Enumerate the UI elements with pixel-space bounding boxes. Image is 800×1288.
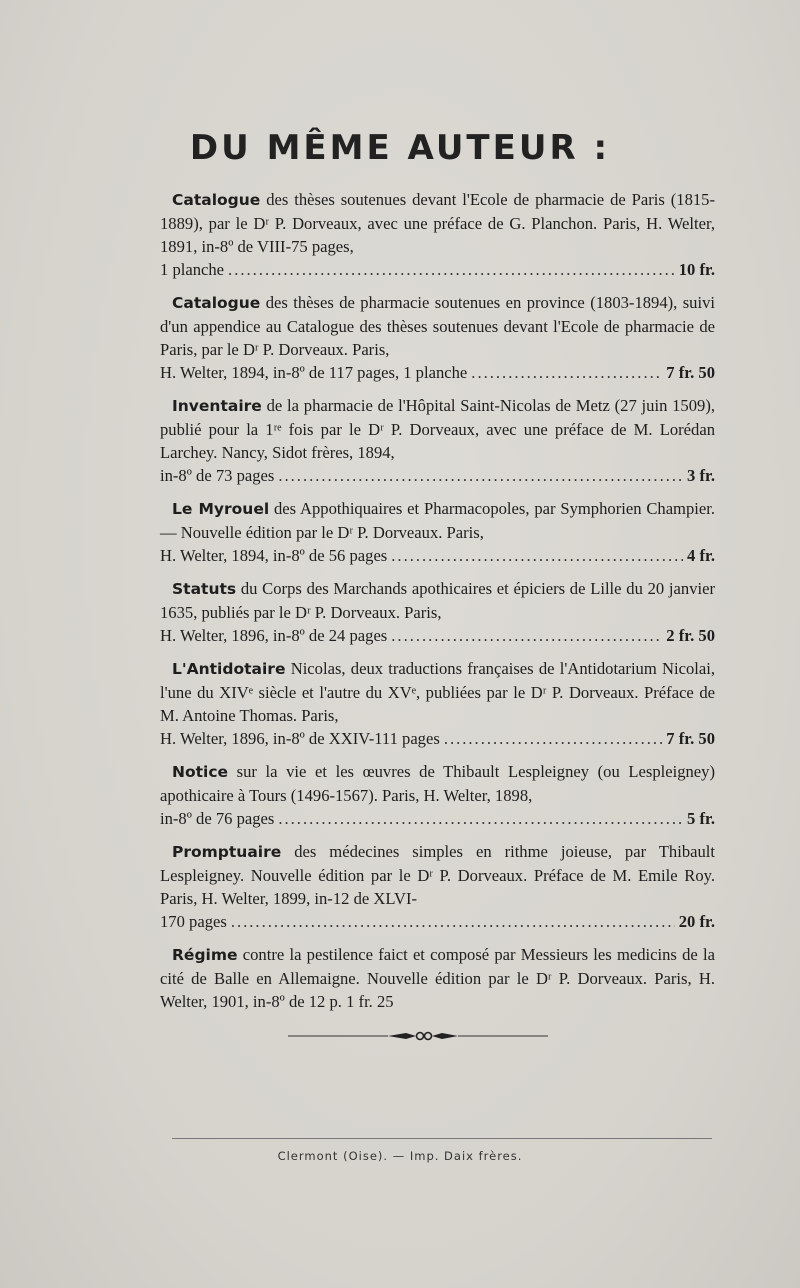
entry-keyword: Catalogue bbox=[172, 191, 261, 209]
entry-text: du Corps des Marchands apothicaires et épiciers de Lille du 20 janvier 1635, publiés par le Dʳ P. Dorveaux. Paris, bbox=[160, 579, 715, 622]
entry-text: des médecines simples en rithme joieuse, par Thibault Lespleigney. Nouvelle édition par le Dʳ P. Dorveaux. Préface de M. Emile Roy. Paris, H. Welter, 1899, in-12 de XLVI- bbox=[160, 842, 715, 908]
entry-tail: H. Welter, 1896, in-8º de 24 pages bbox=[160, 626, 388, 645]
entry-price: 20 fr. bbox=[678, 912, 715, 931]
ornament-divider bbox=[288, 1030, 548, 1042]
entry-tail: in-8º de 73 pages bbox=[160, 466, 275, 485]
bibliography-entry bbox=[160, 188, 715, 281]
bibliography-entry bbox=[160, 291, 715, 384]
entry-text: Nicolas, deux traductions françaises de l'Antidotarium Nicolai, l'une du XIVᵉ siècle et l'autre du XVᵉ, publiées par le Dʳ P. Dorveaux. Préface de M. Antoine Thomas. Paris, bbox=[160, 659, 715, 725]
entry-keyword: Inventaire bbox=[172, 397, 262, 415]
bibliography-entry bbox=[160, 394, 715, 487]
entry-text: des thèses soutenues devant l'Ecole de pharmacie de Paris (1815-1889), par le Dʳ P. Dorveaux, avec une préface de G. Planchon. Paris, H. Welter, 1891, in-8º de VIII-75 pages, bbox=[160, 190, 715, 256]
page-heading: DU MÊME AUTEUR : bbox=[189, 128, 611, 168]
entry-tail: 170 pages bbox=[160, 912, 227, 931]
entry-price: 10 fr. bbox=[678, 260, 715, 279]
entry-text: des thèses de pharmacie soutenues en province (1803-1894), suivi d'un appendice au Catalogue des thèses soutenues devant l'Ecole de pharmacie de Paris, par le Dʳ P. Dorveaux. Paris, bbox=[160, 293, 715, 359]
entry-price-line bbox=[160, 910, 715, 933]
printer-imprint: Clermont (Oise). — Imp. Daix frères. bbox=[277, 1149, 523, 1163]
entry-tail: H. Welter, 1894, in-8º de 56 pages bbox=[160, 546, 388, 565]
dot-leader bbox=[444, 727, 662, 750]
entry-price: 5 fr. bbox=[687, 809, 715, 828]
entry-price-line bbox=[160, 807, 715, 830]
dot-leader bbox=[391, 624, 662, 647]
dot-leader bbox=[231, 910, 675, 933]
bibliography-entry bbox=[160, 760, 715, 830]
entry-keyword: Catalogue bbox=[172, 294, 261, 312]
entry-keyword: Notice bbox=[172, 763, 229, 781]
entry-keyword: Le Myrouel bbox=[172, 500, 270, 518]
bibliography-entry bbox=[160, 497, 715, 567]
bibliography-list bbox=[160, 188, 715, 1023]
dot-leader bbox=[278, 464, 683, 487]
dot-leader bbox=[228, 258, 675, 281]
dot-leader bbox=[471, 361, 662, 384]
entry-price-line bbox=[160, 544, 715, 567]
footer-rule bbox=[172, 1138, 712, 1139]
entry-text: de la pharmacie de l'Hôpital Saint-Nicolas de Metz (27 juin 1509), publié pour la 1ʳᵉ fois par le Dʳ P. Dorveaux, avec une préface de M. Lorédan Larchey. Nancy, Sidot frères, 1894, bbox=[160, 396, 715, 462]
entry-keyword: L'Antidotaire bbox=[172, 660, 286, 678]
entry-price-line bbox=[160, 464, 715, 487]
entry-price: 7 fr. 50 bbox=[666, 363, 715, 382]
entry-price: 7 fr. 50 bbox=[666, 729, 715, 748]
entry-keyword: Statuts bbox=[172, 580, 237, 598]
entry-price: 4 fr. bbox=[687, 546, 715, 565]
entry-keyword: Régime bbox=[172, 946, 238, 964]
entry-price-line bbox=[160, 624, 715, 647]
entry-price-line bbox=[160, 727, 715, 750]
bibliography-entry bbox=[160, 657, 715, 750]
entry-price: 3 fr. bbox=[687, 466, 715, 485]
entry-price: 2 fr. 50 bbox=[666, 626, 715, 645]
entry-tail: 1 planche bbox=[160, 260, 225, 279]
bibliography-entry bbox=[160, 943, 715, 1013]
entry-tail: in-8º de 76 pages bbox=[160, 809, 275, 828]
bibliography-entry bbox=[160, 840, 715, 933]
entry-tail: H. Welter, 1896, in-8º de XXIV-111 pages bbox=[160, 729, 440, 748]
entry-tail: H. Welter, 1894, in-8º de 117 pages, 1 planche bbox=[160, 363, 468, 382]
entry-keyword: Promptuaire bbox=[172, 843, 282, 861]
bibliography-entry bbox=[160, 577, 715, 647]
dot-leader bbox=[278, 807, 683, 830]
entry-text: des Appothiquaires et Pharmacopoles, par Symphorien Champier. — Nouvelle édition par le Dʳ P. Dorveaux. Paris, bbox=[160, 499, 715, 542]
entry-text: contre la pestilence faict et composé par Messieurs les medicins de la cité de Balle en Allemaigne. Nouvelle édition par le Dʳ P. Dorveaux. Paris, H. Welter, 1901, in-8º de 12 p. 1 fr. 25 bbox=[160, 945, 715, 1011]
entry-price-line bbox=[160, 258, 715, 281]
dot-leader bbox=[391, 544, 683, 567]
entry-price-line bbox=[160, 361, 715, 384]
entry-text: sur la vie et les œuvres de Thibault Lespleigney (ou Lespleigney) apothicaire à Tours (1496-1567). Paris, H. Welter, 1898, bbox=[160, 762, 715, 805]
